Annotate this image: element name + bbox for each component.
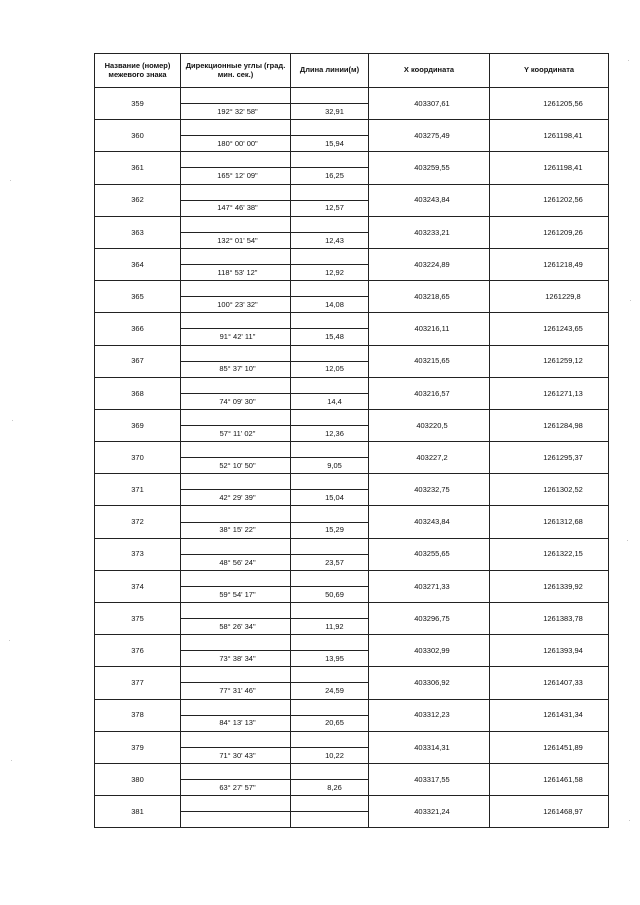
table-row <box>95 248 609 264</box>
angle-cell-empty <box>181 763 291 779</box>
direction-angle-cell <box>181 554 291 570</box>
line-length-cell <box>291 104 369 120</box>
line-length-cell <box>291 393 369 409</box>
x-coordinate-cell <box>369 667 490 699</box>
point-name-cell: 372 <box>95 506 181 538</box>
line-length-value: 10,22 <box>325 750 344 760</box>
direction-angle-cell <box>181 458 291 474</box>
direction-angle-cell <box>181 136 291 152</box>
table-row <box>95 281 609 297</box>
length-cell-empty <box>291 88 369 104</box>
length-cell-empty <box>291 731 369 747</box>
line-length-value: 15,04 <box>325 493 344 503</box>
line-length-value: 50,69 <box>325 589 344 599</box>
table-row <box>95 667 609 683</box>
point-name-cell: 359 <box>95 88 181 120</box>
direction-angle-cell <box>181 297 291 313</box>
line-length-cell <box>291 136 369 152</box>
x-coordinate-cell <box>369 152 490 184</box>
table-row <box>95 538 609 554</box>
x-coordinate-value: 403275,49 <box>414 131 450 141</box>
y-coordinate-value: 1261393,94 <box>543 646 583 656</box>
x-coordinate-value: 403314,31 <box>414 742 450 752</box>
table-row <box>95 570 609 586</box>
angle-cell-empty <box>181 506 291 522</box>
line-length-cell <box>291 200 369 216</box>
length-cell-empty <box>291 152 369 168</box>
y-coordinate-value: 1261218,49 <box>543 259 583 269</box>
y-coordinate-value: 1261229,8 <box>545 291 581 301</box>
line-length-value: 32,91 <box>325 106 344 116</box>
table-row <box>95 796 609 812</box>
direction-angle-cell <box>181 168 291 184</box>
x-coordinate-cell <box>369 731 490 763</box>
line-length-value: 14,4 <box>327 396 342 406</box>
point-name-cell: 362 <box>95 184 181 216</box>
table-row <box>95 474 609 490</box>
x-coordinate-cell <box>369 248 490 280</box>
x-coordinate-value: 403321,24 <box>414 806 450 816</box>
table-row <box>95 120 609 136</box>
line-length-value: 12,05 <box>325 364 344 374</box>
length-cell-empty <box>291 442 369 458</box>
table-row <box>95 345 609 361</box>
line-length-value: 12,43 <box>325 235 344 245</box>
y-coordinate-cell <box>490 377 609 409</box>
y-coordinate-cell <box>490 699 609 731</box>
y-coordinate-cell <box>490 538 609 570</box>
direction-angle-value: 85° 37' 10" <box>219 364 256 374</box>
angle-cell-empty <box>181 667 291 683</box>
x-coordinate-value: 403227,2 <box>416 452 448 462</box>
angle-cell-empty <box>181 281 291 297</box>
y-coordinate-value: 1261431,34 <box>543 710 583 720</box>
x-coordinate-value: 403218,65 <box>414 291 450 301</box>
y-coordinate-value: 1261468,97 <box>543 806 583 816</box>
line-length-cell <box>291 490 369 506</box>
y-coordinate-cell <box>490 763 609 795</box>
length-cell-empty <box>291 313 369 329</box>
y-coordinate-value: 1261302,52 <box>543 485 583 495</box>
angle-cell-empty <box>181 313 291 329</box>
line-length-cell <box>291 361 369 377</box>
direction-angle-cell <box>181 393 291 409</box>
x-coordinate-cell <box>369 570 490 602</box>
y-coordinate-value: 1261383,78 <box>543 613 583 623</box>
direction-angle-value: 118° 53' 12" <box>217 267 258 277</box>
table-row <box>95 442 609 458</box>
point-name-cell: 379 <box>95 731 181 763</box>
angle-cell-empty <box>181 699 291 715</box>
x-coordinate-value: 403317,55 <box>414 774 450 784</box>
length-cell-empty <box>291 248 369 264</box>
y-coordinate-value: 1261271,13 <box>543 388 583 398</box>
line-length-cell <box>291 329 369 345</box>
boundary-coordinates-table <box>94 53 609 828</box>
line-length-value: 14,08 <box>325 300 344 310</box>
line-length-value: 9,05 <box>327 460 342 470</box>
header-y-coordinate: Y координата <box>490 54 609 88</box>
line-length-cell <box>291 458 369 474</box>
x-coordinate-value: 403271,33 <box>414 581 450 591</box>
direction-angle-value: 42° 29' 39" <box>219 493 256 503</box>
x-coordinate-cell <box>369 345 490 377</box>
line-length-value: 23,57 <box>325 557 344 567</box>
scan-speck <box>630 300 631 301</box>
line-length-value: 24,59 <box>325 686 344 696</box>
direction-angle-cell <box>181 812 291 828</box>
direction-angle-value: 63° 27' 57" <box>219 782 256 792</box>
angle-cell-empty <box>181 88 291 104</box>
table-row <box>95 699 609 715</box>
x-coordinate-value: 403216,11 <box>414 324 450 334</box>
table-row <box>95 506 609 522</box>
angle-cell-empty <box>181 635 291 651</box>
angle-cell-empty <box>181 603 291 619</box>
x-coordinate-cell <box>369 313 490 345</box>
y-coordinate-cell <box>490 152 609 184</box>
y-coordinate-value: 1261243,65 <box>543 324 583 334</box>
direction-angle-value: 74° 09' 30" <box>219 396 256 406</box>
direction-angle-cell <box>181 425 291 441</box>
x-coordinate-value: 403233,21 <box>414 227 450 237</box>
direction-angle-cell <box>181 780 291 796</box>
y-coordinate-cell <box>490 409 609 441</box>
direction-angle-value: 73° 38' 34" <box>219 654 256 664</box>
line-length-cell <box>291 425 369 441</box>
angle-cell-empty <box>181 345 291 361</box>
y-coordinate-cell <box>490 345 609 377</box>
y-coordinate-cell <box>490 635 609 667</box>
scan-speck <box>12 420 13 421</box>
length-cell-empty <box>291 345 369 361</box>
angle-cell-empty <box>181 184 291 200</box>
table-row <box>95 409 609 425</box>
y-coordinate-value: 1261209,26 <box>543 227 583 237</box>
direction-angle-value: 48° 56' 24" <box>219 557 256 567</box>
table-row <box>95 731 609 747</box>
x-coordinate-value: 403215,65 <box>414 356 450 366</box>
direction-angle-cell <box>181 104 291 120</box>
direction-angle-cell <box>181 651 291 667</box>
table-row <box>95 184 609 200</box>
line-length-value: 8,26 <box>327 782 342 792</box>
y-coordinate-value: 1261198,41 <box>543 163 583 173</box>
line-length-cell <box>291 683 369 699</box>
x-coordinate-value: 403255,65 <box>414 549 450 559</box>
angle-cell-empty <box>181 409 291 425</box>
point-name-cell: 364 <box>95 248 181 280</box>
angle-cell-empty <box>181 216 291 232</box>
x-coordinate-cell <box>369 409 490 441</box>
y-coordinate-cell <box>490 570 609 602</box>
angle-cell-empty <box>181 442 291 458</box>
line-length-value: 15,29 <box>325 525 344 535</box>
line-length-value: 11,92 <box>325 621 344 631</box>
scan-speck <box>627 540 628 541</box>
x-coordinate-value: 403302,99 <box>414 646 450 656</box>
x-coordinate-value: 403216,57 <box>414 388 450 398</box>
y-coordinate-cell <box>490 667 609 699</box>
y-coordinate-cell <box>490 88 609 120</box>
length-cell-empty <box>291 635 369 651</box>
line-length-cell <box>291 812 369 828</box>
x-coordinate-cell <box>369 281 490 313</box>
line-length-cell <box>291 586 369 602</box>
x-coordinate-cell <box>369 474 490 506</box>
length-cell-empty <box>291 570 369 586</box>
direction-angle-value: 180° 00' 00" <box>217 139 258 149</box>
direction-angle-value: 59° 54' 17" <box>219 589 256 599</box>
length-cell-empty <box>291 184 369 200</box>
direction-angle-cell <box>181 361 291 377</box>
direction-angle-cell <box>181 747 291 763</box>
direction-angle-value: 71° 30' 43" <box>219 750 256 760</box>
x-coordinate-cell <box>369 796 490 828</box>
y-coordinate-value: 1261451,89 <box>543 742 583 752</box>
line-length-cell <box>291 747 369 763</box>
direction-angle-cell <box>181 683 291 699</box>
x-coordinate-cell <box>369 763 490 795</box>
y-coordinate-value: 1261284,98 <box>543 420 583 430</box>
point-name-cell: 361 <box>95 152 181 184</box>
angle-cell-empty <box>181 152 291 168</box>
scan-speck <box>10 180 11 181</box>
line-length-cell <box>291 168 369 184</box>
table-row <box>95 635 609 651</box>
y-coordinate-cell <box>490 474 609 506</box>
scan-speck <box>11 760 12 761</box>
y-coordinate-cell <box>490 281 609 313</box>
angle-cell-empty <box>181 120 291 136</box>
direction-angle-cell <box>181 715 291 731</box>
point-name-cell: 371 <box>95 474 181 506</box>
line-length-value: 13,95 <box>325 654 344 664</box>
table-row <box>95 152 609 168</box>
direction-angle-value: 58° 26' 34" <box>219 621 256 631</box>
direction-angle-cell <box>181 265 291 281</box>
x-coordinate-cell <box>369 184 490 216</box>
direction-angle-cell <box>181 232 291 248</box>
point-name-cell: 366 <box>95 313 181 345</box>
x-coordinate-value: 403232,75 <box>414 485 450 495</box>
length-cell-empty <box>291 667 369 683</box>
y-coordinate-cell <box>490 731 609 763</box>
length-cell-empty <box>291 216 369 232</box>
y-coordinate-value: 1261312,68 <box>543 517 583 527</box>
x-coordinate-value: 403243,84 <box>414 195 450 205</box>
x-coordinate-value: 403296,75 <box>414 613 450 623</box>
angle-cell-empty <box>181 796 291 812</box>
x-coordinate-cell <box>369 538 490 570</box>
line-length-cell <box>291 554 369 570</box>
y-coordinate-value: 1261461,58 <box>543 774 583 784</box>
header-line-length: Длина линии(м) <box>291 54 369 88</box>
x-coordinate-cell <box>369 377 490 409</box>
x-coordinate-cell <box>369 635 490 667</box>
point-name-cell: 368 <box>95 377 181 409</box>
point-name-cell: 380 <box>95 763 181 795</box>
header-x-coordinate: X координата <box>369 54 490 88</box>
scan-speck <box>628 60 629 61</box>
table-row <box>95 88 609 104</box>
line-length-value: 16,25 <box>325 171 344 181</box>
direction-angle-value: 147° 46' 38" <box>217 203 258 213</box>
x-coordinate-cell <box>369 88 490 120</box>
direction-angle-cell <box>181 329 291 345</box>
line-length-cell <box>291 232 369 248</box>
direction-angle-cell <box>181 586 291 602</box>
point-name-cell: 381 <box>95 796 181 828</box>
length-cell-empty <box>291 763 369 779</box>
line-length-cell <box>291 651 369 667</box>
point-name-cell: 360 <box>95 120 181 152</box>
table-row <box>95 603 609 619</box>
direction-angle-value: 132° 01' 54" <box>217 235 258 245</box>
length-cell-empty <box>291 796 369 812</box>
direction-angle-value: 57° 11' 02" <box>219 428 256 438</box>
y-coordinate-cell <box>490 506 609 538</box>
direction-angle-value: 84° 13' 13" <box>219 718 256 728</box>
length-cell-empty <box>291 506 369 522</box>
y-coordinate-cell <box>490 313 609 345</box>
point-name-cell: 369 <box>95 409 181 441</box>
x-coordinate-cell <box>369 603 490 635</box>
x-coordinate-value: 403243,84 <box>414 517 450 527</box>
direction-angle-value: 91° 42' 11" <box>219 332 256 342</box>
table-row <box>95 763 609 779</box>
length-cell-empty <box>291 474 369 490</box>
direction-angle-cell <box>181 200 291 216</box>
point-name-cell: 376 <box>95 635 181 667</box>
direction-angle-cell <box>181 490 291 506</box>
x-coordinate-value: 403259,55 <box>414 163 450 173</box>
table-row <box>95 313 609 329</box>
length-cell-empty <box>291 281 369 297</box>
angle-cell-empty <box>181 377 291 393</box>
table-header <box>95 54 609 88</box>
direction-angle-cell <box>181 522 291 538</box>
x-coordinate-value: 403312,23 <box>414 710 450 720</box>
line-length-value: 15,48 <box>325 332 344 342</box>
y-coordinate-cell <box>490 442 609 474</box>
point-name-cell: 377 <box>95 667 181 699</box>
y-coordinate-value: 1261198,41 <box>543 131 583 141</box>
x-coordinate-cell <box>369 216 490 248</box>
x-coordinate-cell <box>369 699 490 731</box>
direction-angle-value: 100° 23' 32" <box>217 300 258 310</box>
line-length-cell <box>291 619 369 635</box>
y-coordinate-value: 1261322,15 <box>543 549 583 559</box>
line-length-value: 12,92 <box>325 267 344 277</box>
point-name-cell: 373 <box>95 538 181 570</box>
y-coordinate-cell <box>490 120 609 152</box>
line-length-cell <box>291 780 369 796</box>
y-coordinate-value: 1261202,56 <box>543 195 583 205</box>
length-cell-empty <box>291 699 369 715</box>
line-length-value: 20,65 <box>325 718 344 728</box>
line-length-value: 12,36 <box>325 428 344 438</box>
point-name-cell: 374 <box>95 570 181 602</box>
angle-cell-empty <box>181 538 291 554</box>
y-coordinate-cell <box>490 603 609 635</box>
y-coordinate-value: 1261259,12 <box>543 356 583 366</box>
line-length-cell <box>291 715 369 731</box>
x-coordinate-value: 403307,61 <box>414 98 450 108</box>
y-coordinate-value: 1261295,37 <box>543 452 583 462</box>
line-length-value: 12,57 <box>325 203 344 213</box>
length-cell-empty <box>291 538 369 554</box>
x-coordinate-cell <box>369 506 490 538</box>
line-length-value: 15,94 <box>325 139 344 149</box>
angle-cell-empty <box>181 731 291 747</box>
direction-angle-value: 77° 31' 46" <box>219 686 256 696</box>
point-name-cell: 370 <box>95 442 181 474</box>
x-coordinate-value: 403220,5 <box>416 420 448 430</box>
y-coordinate-value: 1261407,33 <box>543 678 583 688</box>
angle-cell-empty <box>181 248 291 264</box>
y-coordinate-cell <box>490 248 609 280</box>
y-coordinate-cell <box>490 216 609 248</box>
y-coordinate-cell <box>490 796 609 828</box>
y-coordinate-value: 1261205,56 <box>543 98 583 108</box>
table-row <box>95 216 609 232</box>
table-body <box>95 88 609 828</box>
point-name-cell: 365 <box>95 281 181 313</box>
x-coordinate-cell <box>369 120 490 152</box>
table-row <box>95 377 609 393</box>
line-length-cell <box>291 265 369 281</box>
x-coordinate-value: 403224,89 <box>414 259 450 269</box>
line-length-cell <box>291 522 369 538</box>
x-coordinate-cell <box>369 442 490 474</box>
angle-cell-empty <box>181 570 291 586</box>
length-cell-empty <box>291 409 369 425</box>
direction-angle-cell <box>181 619 291 635</box>
point-name-cell: 375 <box>95 603 181 635</box>
length-cell-empty <box>291 120 369 136</box>
header-point-name: Название (номер) межевого знака <box>95 54 181 88</box>
scan-speck <box>629 820 630 821</box>
header-direction-angles: Дирекционные углы (град. мин. сек.) <box>181 54 291 88</box>
point-name-cell: 378 <box>95 699 181 731</box>
length-cell-empty <box>291 377 369 393</box>
direction-angle-value: 165° 12' 09" <box>217 171 258 181</box>
y-coordinate-cell <box>490 184 609 216</box>
direction-angle-value: 192° 32' 58" <box>217 106 258 116</box>
scan-speck <box>9 640 10 641</box>
direction-angle-value: 38° 15' 22" <box>219 525 256 535</box>
point-name-cell: 363 <box>95 216 181 248</box>
line-length-cell <box>291 297 369 313</box>
angle-cell-empty <box>181 474 291 490</box>
y-coordinate-value: 1261339,92 <box>543 581 583 591</box>
point-name-cell: 367 <box>95 345 181 377</box>
x-coordinate-value: 403306,92 <box>414 678 450 688</box>
length-cell-empty <box>291 603 369 619</box>
direction-angle-value: 52° 10' 50" <box>219 460 256 470</box>
